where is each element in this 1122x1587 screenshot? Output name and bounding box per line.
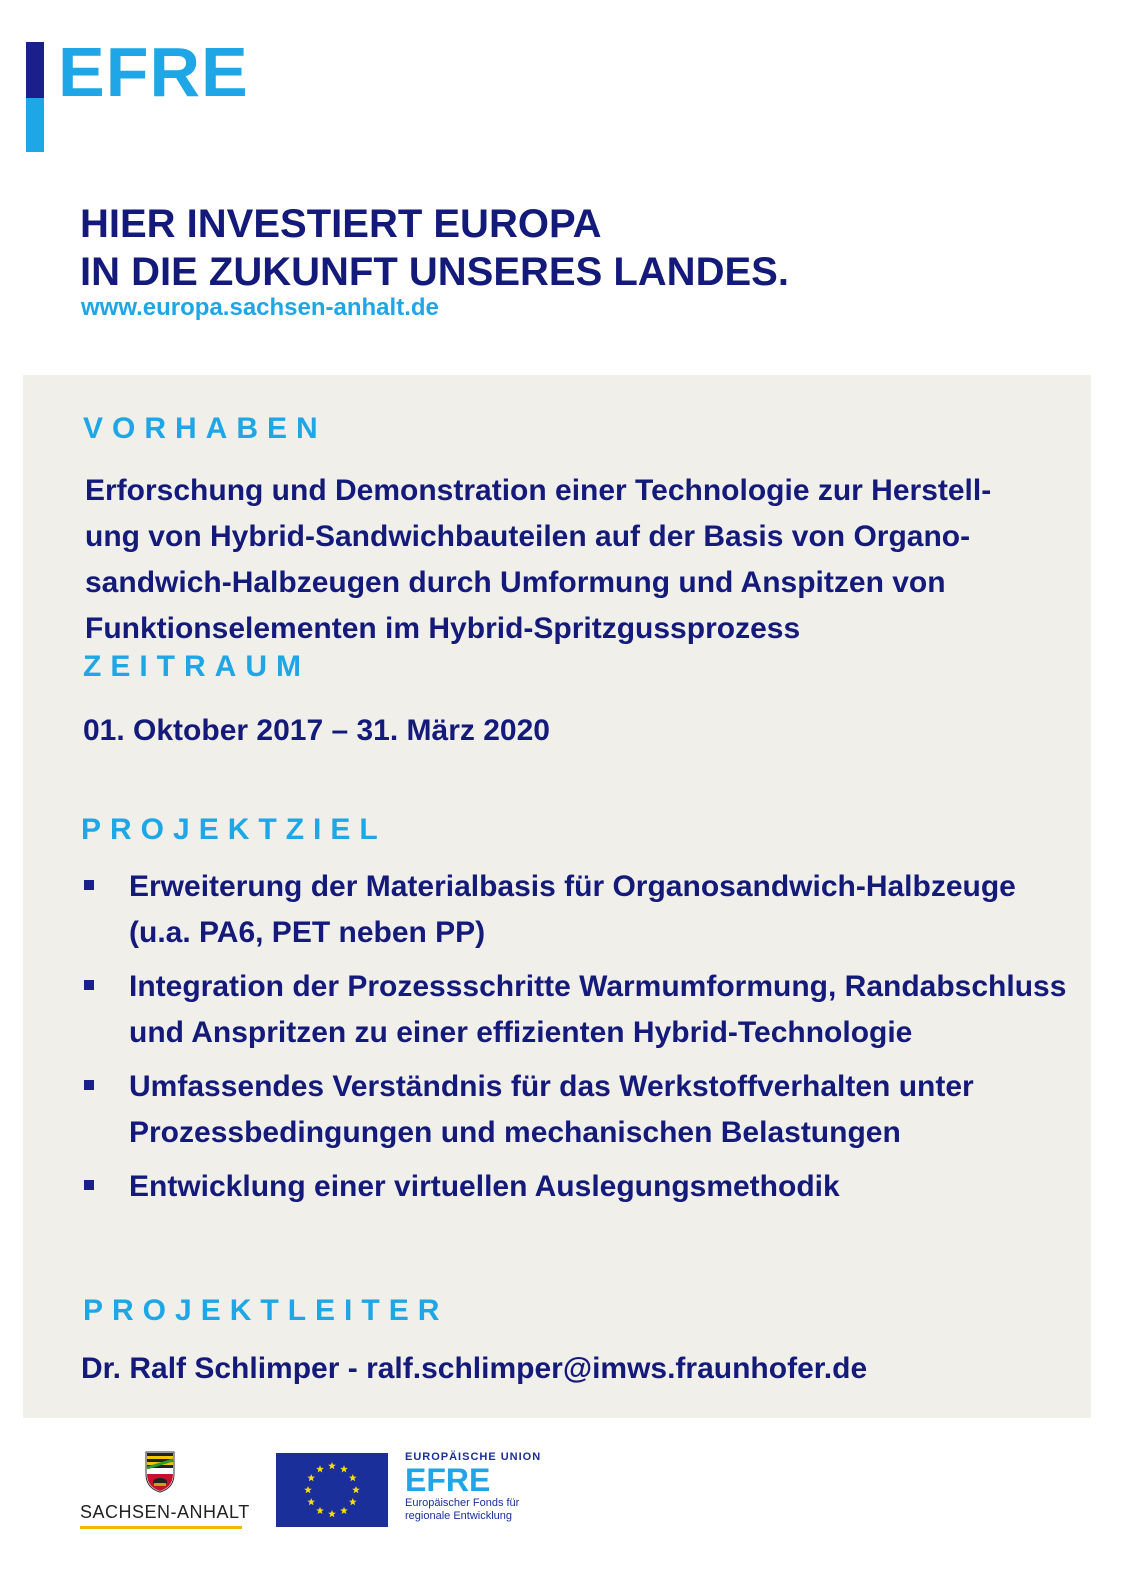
vorhaben-line: Funktionselementen im Hybrid-Spritzgussprozess xyxy=(85,612,801,645)
bullet-square-icon xyxy=(84,1180,94,1190)
website-link[interactable]: www.europa.sachsen-anhalt.de xyxy=(81,294,439,321)
eu-union-text: EUROPÄISCHE UNION xyxy=(405,1451,542,1463)
eu-efre-text: EFRE xyxy=(405,1462,491,1498)
list-item xyxy=(82,1064,1072,1156)
sachsen-anhalt-text: SACHSEN-ANHALT xyxy=(80,1502,250,1522)
logo-bar-dark xyxy=(26,42,44,98)
logo-bar-light xyxy=(26,98,44,152)
list-item xyxy=(82,864,1072,956)
eu-flag-icon xyxy=(276,1453,388,1527)
headline-line-1: HIER INVESTIERT EUROPA xyxy=(80,202,602,246)
list-item-text: Erweiterung der Materialbasis für Organosandwich-Halbzeuge (u.a. PA6, PET neben PP) xyxy=(129,870,1016,949)
headline xyxy=(80,200,789,296)
projektziel-label: PROJEKTZIEL xyxy=(81,813,387,846)
vorhaben-line: sandwich-Halbzeugen durch Umformung und Anspitzen von xyxy=(85,566,946,599)
bullet-square-icon xyxy=(84,1080,94,1090)
zeitraum-value: 01. Oktober 2017 – 31. März 2020 xyxy=(83,714,550,747)
list-item-text: Entwicklung einer virtuellen Auslegungsmethodik xyxy=(129,1170,840,1203)
sachsen-anhalt-underline xyxy=(80,1526,242,1529)
eu-fonds-line-2: regionale Entwicklung xyxy=(405,1510,513,1522)
projektziel-list xyxy=(82,864,1072,1218)
logo-word: EFRE xyxy=(58,33,249,111)
projektleiter-value: Dr. Ralf Schlimper - ralf.schlimper@imws.fraunhofer.de xyxy=(81,1352,868,1385)
zeitraum-label: ZEITRAUM xyxy=(83,650,310,683)
sachsen-anhalt-logo xyxy=(80,1450,250,1530)
eu-efre-logo xyxy=(405,1451,565,1523)
list-item-text: Umfassendes Verständnis für das Werkstoffverhalten unter Prozessbedingungen und mechanischen Belastungen xyxy=(129,1070,974,1149)
list-item xyxy=(82,964,1072,1056)
vorhaben-line: ung von Hybrid-Sandwichbauteilen auf der Basis von Organo- xyxy=(85,520,971,553)
list-item-text: Integration der Prozessschritte Warmumformung, Randabschluss und Anspritzen zu einer effizienten Hybrid-Technologie xyxy=(129,970,1067,1049)
vorhaben-line: Erforschung und Demonstration einer Technologie zur Herstell- xyxy=(85,474,992,507)
vorhaben-text xyxy=(85,468,1085,652)
projektleiter-label: PROJEKTLEITER xyxy=(83,1294,449,1327)
bullet-square-icon xyxy=(84,880,94,890)
eu-fonds-line-1: Europäischer Fonds für xyxy=(405,1497,520,1509)
coat-of-arms-icon xyxy=(142,1450,178,1494)
vorhaben-label: VORHABEN xyxy=(83,412,327,445)
list-item xyxy=(82,1164,1072,1210)
bullet-square-icon xyxy=(84,980,94,990)
headline-line-2: IN DIE ZUKUNFT UNSERES LANDES. xyxy=(80,250,789,294)
